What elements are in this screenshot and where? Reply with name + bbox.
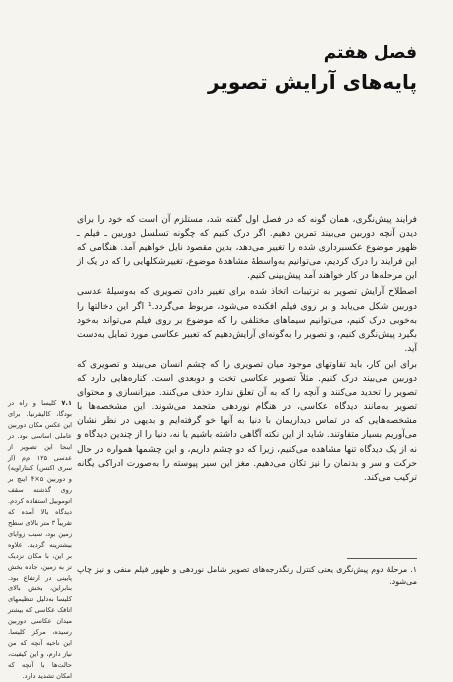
footnote: ۱. مرحلهٔ دوم پیش‌نگری یعنی کنترل رنگدرجه‌های تصویر شامل نوردهی و ظهور فیلم منفی و نیز چاپ می‌شود. (77, 565, 417, 586)
paragraph: فرایند پیش‌نگری، همان گونه که در فصل اول گفته شد، مستلزم آن است که خود را برای دیدن آنچه دوربین می‌بیند تمرین دهیم. اگر درک کنیم که چگونه تسلسل دوربین ـ فیلم ـ ظهور موضوع عکسبرداری شده را تغییر می‌دهد، بدین مقصود نایل خواهیم آمد. هنگامی که این فرایند را درک کردیم، می‌توانیم به‌واسطهٔ مشاهدهٔ موضوع، تغییرشکلهایی را که در یک از این مرحله‌ها در کار خواهند آمد پیش‌بینی کنیم. (77, 215, 417, 282)
caption-label: ۷.۱ (61, 399, 72, 407)
main-text (77, 213, 417, 487)
footnote-divider (347, 558, 417, 559)
paragraph: برای این کار، باید تفاوتهای موجود میان تصویری را که چشم انسان می‌بیند و تصویری که دوربین می‌بیند درک کنیم. مثلاً تصویر عکاسی تخت و دوبعدی است. کناره‌هایی دارد که تصویر را تحدید می‌کنند و آنچه را که به آن تعلق ندارد حذف می‌کنند. میزانسازی و محتوای تصویر به‌مانند دیدگاه عکاسی، در هنگام نوردهی متجمد می‌شوند. این مشخصه‌ها با مشخصه‌هایی که در تماس دیداریمان با دنیا به آنها خو گرفته‌ایم و بدیهی در نظر نشان می‌آوریم بسیار متفاوتند. شاید از این نکته آگاهی داشته باشیم یا نه، دنیا را از چندین دیدگاه و نه از یک دیدگاه تنها مشاهده می‌کنیم، زیرا که دو چشم داریم، و این چشمها همواره در حال حرکت و سر و بدنمان را نیز تکان می‌دهیم. مغز این سیر پیوسته را به‌صورت ادراکی یگانه ترکیب می‌کند. (77, 359, 417, 483)
figure-caption (8, 398, 72, 682)
paragraph: اصطلاح آرایش تصویر به ترتیبات اتخاذ شده برای تغییر دادن تصویری که به‌وسیلهٔ عدسی دوربین شکل می‌یابد و بر روی فیلم افکنده می‌شود، مربوط می‌گردد.¹ اگر این دخالتها را به‌خوبی درک کنیم، می‌توانیم سیماهای مختلفی را که موضوع بر روی فیلم می‌تواند به‌خود بگیرد پیش‌نگری کنیم، و تصویر را به‌گونه‌ای آرایش‌دهیم که تعبیر عکاسی مورد تمایل به‌دست آید. (77, 287, 417, 354)
caption-text: کلیسا و راه در بودگا، کالیفرنیا. برای این عکس مکان دوربین عاملی اساسی بود. در اینجا این تصویر از عدسی ۱۲۵ م‌م (از سری اکتس) کنتاراویه) و دوربین ۵×۴ اینچ بر روی گذشته سقف اتوموبیل استفاده کردم. دیدگاه بالا آمده که تقریباً ۳ متر بالای سطح زمین بود، سبب زوایای بیشترینه گردید. علاوه بر این، با مکان نزدیک تر به زمین، جاده بخش پایینی در ارتفاع بود. بنابراین، بخش بالای کلیسا به‌دلیل تنظیمهای اتاقک عکاسی که بیشتر میدان عکاسی دوربین رسیده، مرکز کلیسا. این ناحیه آنچه که من نیاز دارم، و این کیفیت، حالت‌ها با آنچه که امکان تشدید دارد. (8, 399, 73, 680)
chapter-title: پایه‌های آرایش تصویر (207, 70, 417, 94)
chapter-number: فصل هفتم (323, 43, 417, 63)
